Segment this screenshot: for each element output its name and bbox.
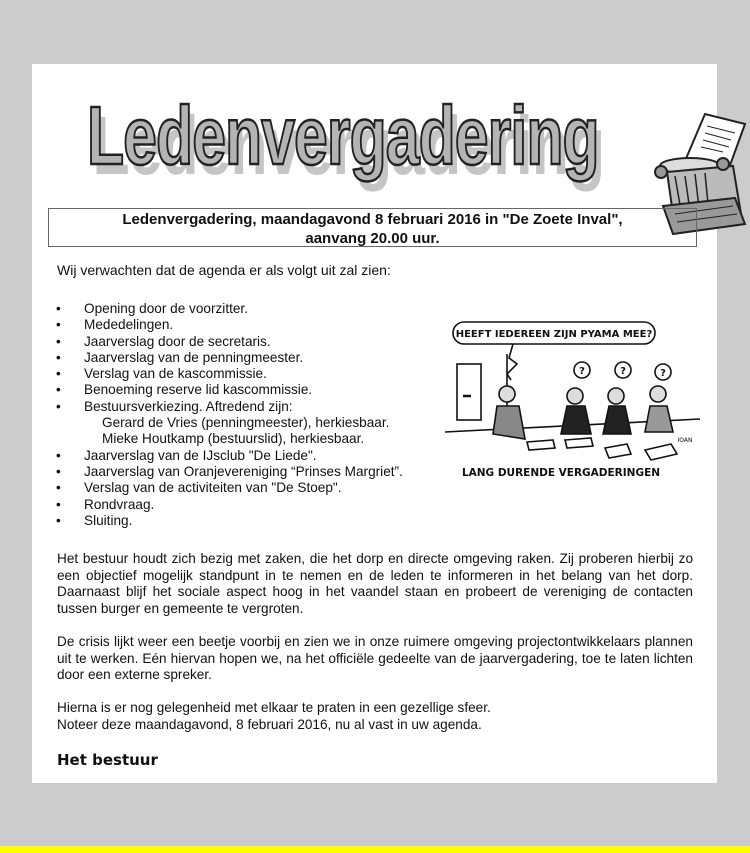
- agenda-item: • Jaarverslag van de penningmeester.: [56, 349, 304, 365]
- question-mark: ?: [620, 366, 626, 377]
- closing-line-1: Hierna is er nog gelegenheid met elkaar te praten in een gezellige sfeer.: [57, 700, 491, 715]
- agenda-list: [54, 301, 403, 529]
- accent-bar: [0, 846, 750, 853]
- meeting-announcement-box: [48, 208, 697, 247]
- meeting-cartoon: [445, 314, 700, 489]
- agenda-item: • Rondvraag.: [56, 496, 155, 512]
- question-mark: ?: [660, 368, 666, 379]
- agenda-intro: Wij verwachten dat de agenda er als volgt uit zal zien:: [57, 262, 391, 278]
- agenda-item: • Sluiting.: [56, 512, 133, 528]
- agenda-item: • Jaarverslag van de IJsclub "De Liede".: [56, 447, 317, 463]
- announcement-line-2: aanvang 20.00 uur.: [305, 230, 440, 247]
- speech-text: HEEFT IEDEREEN ZIJN PYAMA MEE?: [455, 329, 653, 340]
- banner: [87, 89, 697, 209]
- banner-title: Ledenvergadering: [87, 89, 599, 182]
- agenda-item: • Jaarverslag van Oranjevereniging “Prinses Margriet”.: [56, 463, 403, 479]
- agenda-item: • Verslag van de kascommissie.: [56, 366, 267, 382]
- paragraph-crisis: De crisis lijkt weer een beetje voorbij en zien we in onze ruimere omgeving projectontwikkelaars plannen uit te werken. Eén hiervan hopen we, na het officiële gedeelte van de jaarvergadering, toe te laten lichten door een externe spreker.: [57, 634, 693, 682]
- agenda-item: • Jaarverslag door de secretaris.: [56, 333, 271, 349]
- agenda-item: • Mededelingen.: [56, 317, 174, 333]
- agenda-item: • Bestuursverkiezing. Aftredend zijn:: [56, 398, 293, 414]
- paragraph-closing: [57, 700, 693, 733]
- agenda-item: • Opening door de voorzitter.: [56, 301, 248, 316]
- cartoon-caption: LANG DURENDE VERGADERINGEN: [461, 467, 661, 479]
- signature: Het bestuur: [57, 751, 158, 769]
- agenda-sub-item: Mieke Houtkamp (bestuurslid), herkiesbaar.: [102, 431, 365, 447]
- agenda-sub-item: Gerard de Vries (penningmeester), herkiesbaar.: [102, 415, 390, 431]
- closing-line-2: Noteer deze maandagavond, 8 februari 2016, nu al vast in uw agenda.: [57, 716, 482, 732]
- paragraph-board: Het bestuur houdt zich bezig met zaken, die het dorp en directe omgeving raken. Zij proberen hierbij zo een objectief mogelijk standpunt in te nemen en de leden te informeren in het belang van het dorp. Daarnaast blijf het sociale aspect hoog in het vaandel staan en probeert de vereniging de contacten tussen burger en gemeente te vergroten.: [57, 551, 693, 616]
- agenda-item: • Benoeming reserve lid kascommissie.: [56, 382, 313, 398]
- agenda-item: • Verslag van de activiteiten van "De Stoep".: [56, 480, 342, 496]
- cartoonist-signature: IOAN: [677, 437, 693, 444]
- newsletter-page: [32, 64, 717, 783]
- announcement-line-1: Ledenvergadering, maandagavond 8 februari 2016 in "De Zoete Inval",: [122, 211, 623, 228]
- question-mark: ?: [579, 366, 585, 377]
